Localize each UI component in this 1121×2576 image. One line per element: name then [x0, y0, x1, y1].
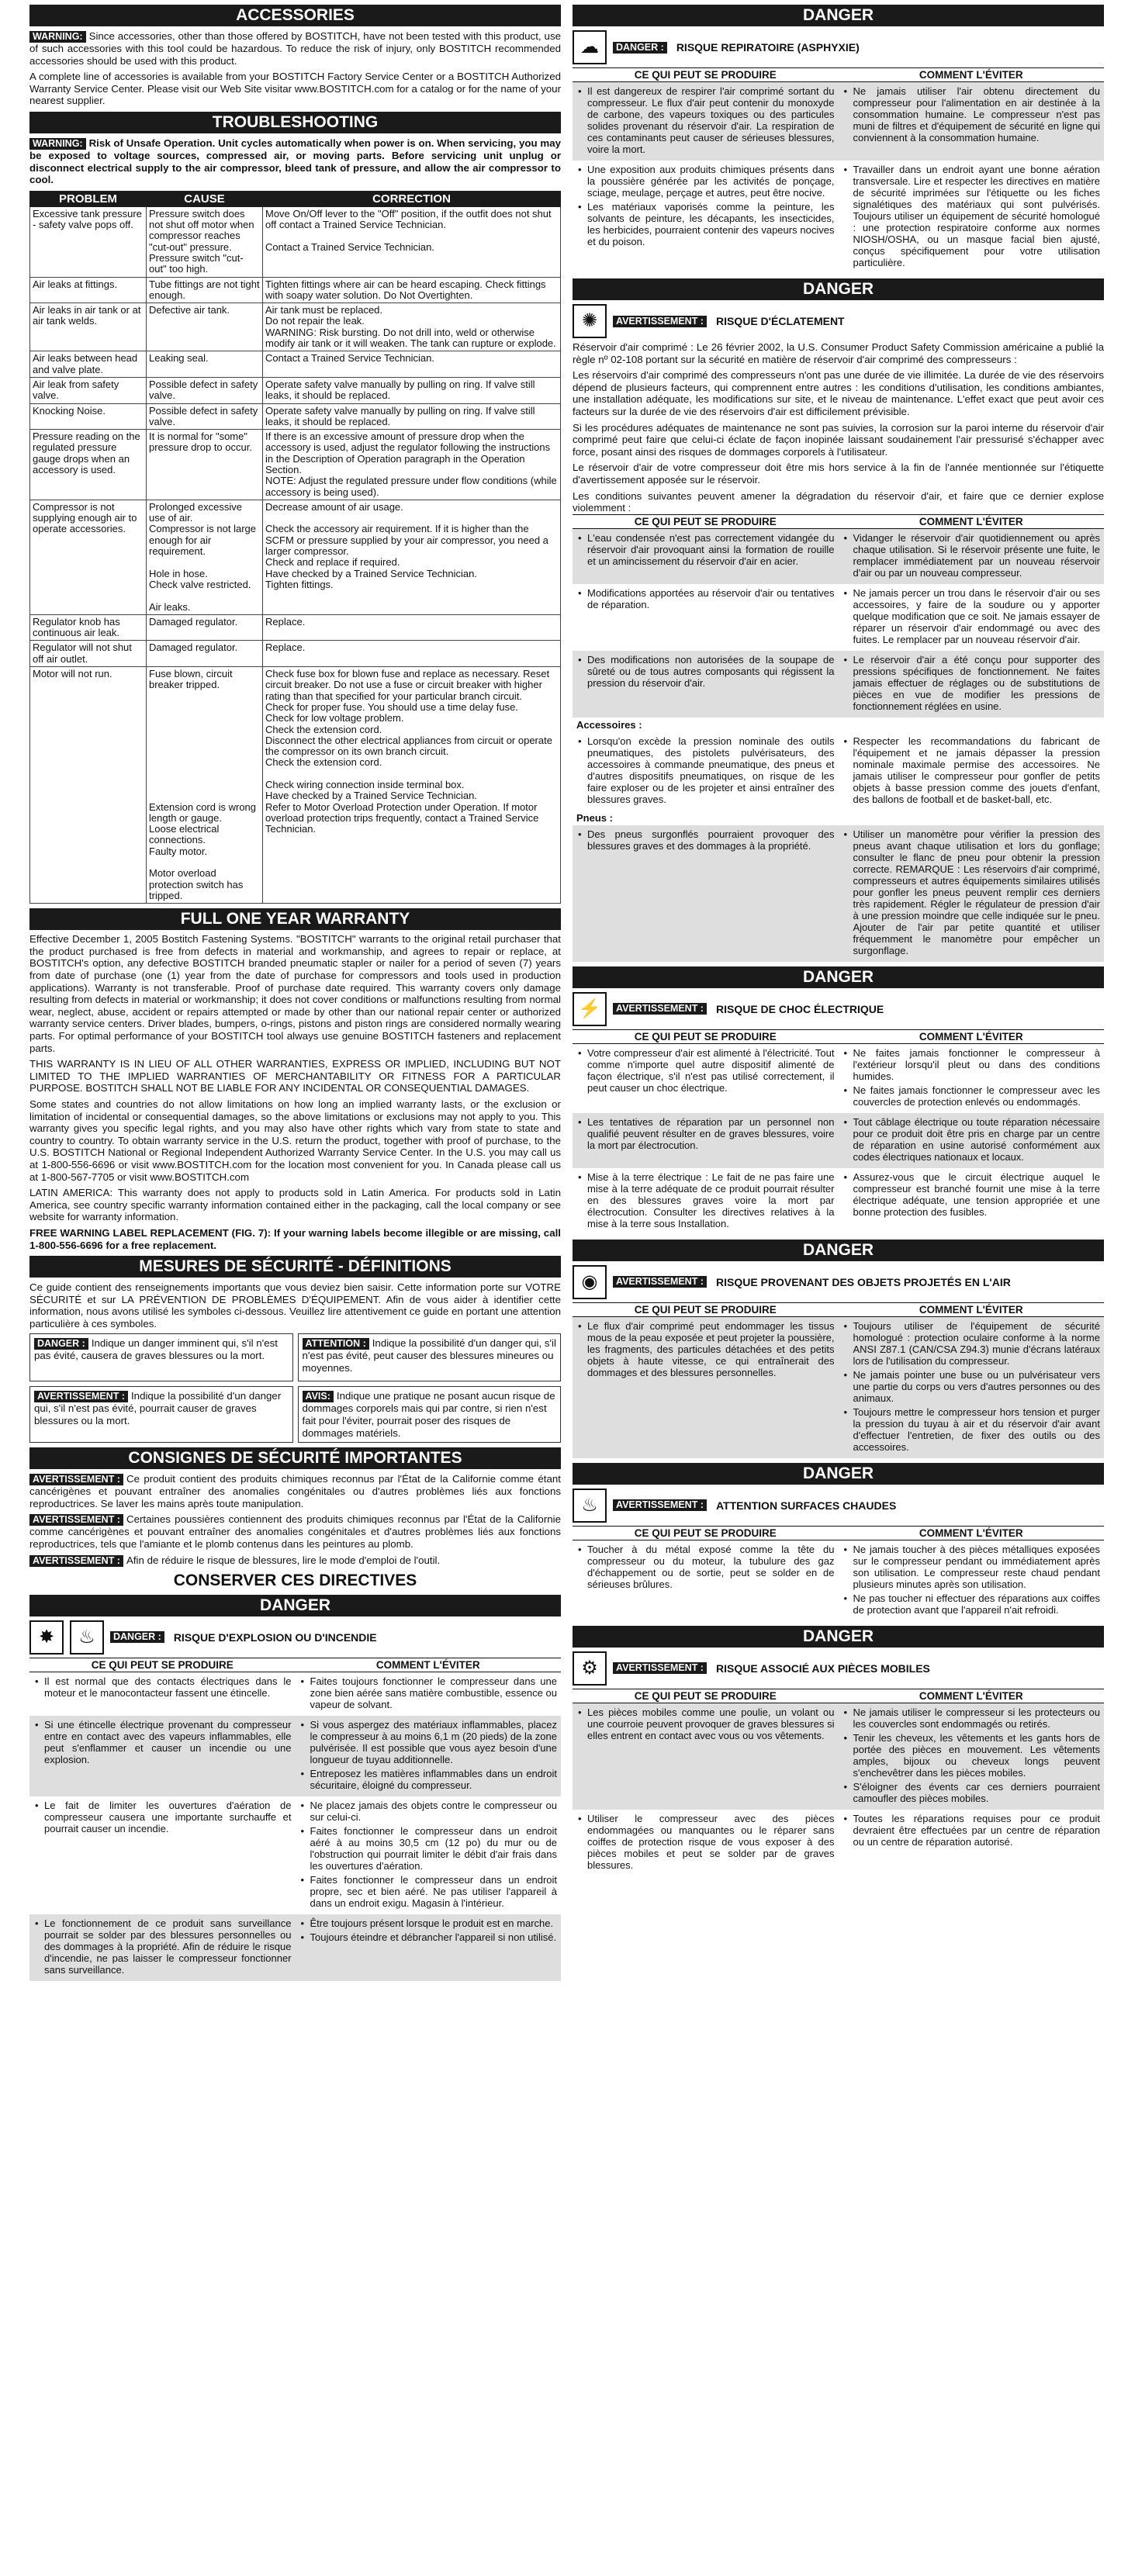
consignes-header: CONSIGNES DE SÉCURITÉ IMPORTANTES — [29, 1447, 561, 1469]
eclatement-p4: Le réservoir d'air de votre compresseur doit être mis hors service à la fin de l'année mentionnée sur l'étiquette d'avertissement apposée sur le réservoir. — [573, 462, 1104, 486]
eclatement-p5: Les conditions suivantes peuvent amener la dégradation du réservoir d'air, et faire que ce dernier explose violemment : — [573, 489, 1104, 514]
danger-header: DANGER — [573, 1626, 1104, 1648]
consignes-p3: AVERTISSEMENT : Afin de réduire le risque de blessures, lire le mode d'emploi de l'outil. — [29, 1554, 561, 1567]
table-row: • Il est normal que des contacts électriques dans le moteur et le manocontacteur fassent une étincelle. • Faites toujours fonctionner le compresseur dans une zone bien aérée sans matière combustible, essence ou vapeur de solvant. — [29, 1672, 561, 1716]
danger-header: DANGER — [573, 966, 1104, 988]
electric-shock-icon: ⚡ — [573, 992, 607, 1026]
table-row: • L'eau condensée n'est pas correctement vidangée du réservoir d'air provoquant ainsi la formation de rouille et un amincissement du réservoir d'air en acier. • Vidanger le réservoir d'air quotidiennement ou après chaque utilisation. Si le réservoir présente une fuite, le remplacer immédiatement par un nouveau réservoir d'air ou par un nouveau compresseur. — [573, 528, 1104, 584]
danger-header: DANGER — [29, 1595, 561, 1616]
hot-surface-icon: ♨ — [573, 1489, 607, 1523]
warranty-p1: Effective December 1, 2005 Bostitch Fastening Systems. "BOSTITCH" warrants to the original retail purchaser that the product purchased is free from defects in material and workmanship, and agrees to repair or replace, at BOSTITCH's option, any defective BOSTITCH branded pneumatic stapler or nailer for a period of seven (7) years from date of purchase (one (1) year from the date of purchase for compressors and tools used in production applications). Warranty is not transferable. Proof of purchase date required. This warranty covers only damage resulting from defects in material or workmanship; it does not cover conditions or malfunctions resulting from normal wear, neglect, abuse, accident or repairs attempted or made by other than our national repair center or authorized warranty service centers. Driver blades, bumpers, o-rings, pistons and piston rings are considered normally wearing parts. For optimal performance of your BOSTITCH tool always use genuine BOSTITCH fasteners and replacement parts. — [29, 933, 561, 1054]
warning-tag: WARNING: — [29, 138, 86, 150]
warning-tag: WARNING: — [29, 31, 86, 43]
danger-header: DANGER — [573, 278, 1104, 300]
explosion-fire-icon: ✸ — [29, 1620, 64, 1655]
table-row: • Les pièces mobiles comme une poulie, un volant ou une courroie peuvent provoquer de graves blessures si elles entrent en contact avec vous ou vos vêtements. • Ne jamais utiliser le compresseur si les protecteurs ou les couvercles sont endommagés ou retirés. • Tenir les cheveux, les vêtements et les gants hors de portée des pièces en mouvement. Les vêtements amples, bijoux ou cheveux longs peuvent s'enchevêtrer dans les pièces mobiles. • S'éloigner des évents car ces derniers pourraient camoufler des pièces mobiles. — [573, 1703, 1104, 1810]
right-column — [573, 0, 1104, 2576]
respiratoire-subheader: ☁ DANGER : RISQUE REPIRATOIRE (ASPHYXIE) — [573, 30, 1104, 64]
mobiles-table: CE QUI PEUT SE PRODUIRE COMMENT L'ÉVITER • Les pièces mobiles comme une poulie, un volant ou une courroie peuvent provoquer de graves blessures si elles entrent en contact avec vous ou vos vêtements. • Ne jamais utiliser le compresseur si les protecteurs ou les couvercles sont endommagés ou retirés. • Tenir les cheveux, les vêtements et les gants hors de portée des pièces en mouvement. Les vêtements amples, bijoux ou cheveux longs peuvent s'enchevêtrer dans les pièces mobiles. • S'éloigner des évents car ces derniers pourraient camoufler des pièces mobiles. • Utiliser le compresseur avec des pièces endommagées ou manquantes ou le réparer sans coiffes de protection risque de vous exposer à des pièces mobiles et peut se solder par de graves blessures. • Toutes les réparations requises pour ce produit devraient être effectuées par un centre de réparation ou un centre de réparation autorisé. — [573, 1689, 1104, 1876]
table-row: • Utiliser le compresseur avec des pièces endommagées ou manquantes ou le réparer sans coiffes de protection risque de vous exposer à des pièces mobiles et peut se solder par de graves blessures. • Toutes les réparations requises pour ce produit devraient être effectuées par un centre de réparation ou un centre de réparation autorisé. — [573, 1810, 1104, 1876]
table-row: • Modifications apportées au réservoir d'air ou tentatives de réparation. • Ne jamais percer un trou dans le réservoir d'air ou ses accessoires, y faire de la soudure ou y apporter quelque modification que ce soit. Ne jamais essayer de réparer un réservoir d'air endommagé ou avec des fuites. Le remplacer par un nouveau réservoir d'air. — [573, 584, 1104, 651]
mobiles-subheader: ⚙ AVERTISSEMENT : RISQUE ASSOCIÉ AUX PIÈCES MOBILES — [573, 1651, 1104, 1686]
chaudes-subheader: ♨ AVERTISSEMENT : ATTENTION SURFACES CHAUDES — [573, 1489, 1104, 1523]
accessories-header: ACCESSORIES — [29, 5, 561, 26]
eclatement-subheader: ✺ AVERTISSEMENT : RISQUE D'ÉCLATEMENT — [573, 304, 1104, 338]
explosion-subheader: ✸ ♨ DANGER : RISQUE D'EXPLOSION OU D'INCENDIE — [29, 1620, 561, 1655]
table-row: • Le fonctionnement de ce produit sans surveillance pourrait se solder par des blessures personnelles ou des dommages à la propriété. Afin de réduire le risque d'incendie, ne pas laisser le compresseur fonctionner sans surveillance. • Être toujours présent lorsque le produit est en marche. • Toujours éteindre et débrancher l'appareil si non utilisé. — [29, 1914, 561, 1981]
mesures-header: MESURES DE SÉCURITÉ - DÉFINITIONS — [29, 1256, 561, 1278]
table-row: Pressure reading on the regulated pressure gauge drops when an accessory is used. It is normal for "some" pressure drop to occur. If there is an excessive amount of pressure drop when the accessory is used, adjust the regulator following the instructions in the Description of Operation paragraph in the Operation Section. NOTE: Adjust the regulated pressure under flow conditions (while accessory is being used). — [30, 430, 561, 500]
table-row: Knocking Noise. Possible defect in safety valve. Operate safety valve manually by pulling on ring. If valve still leaks, it should be replaced. — [30, 403, 561, 430]
definitions-grid — [29, 1333, 561, 1443]
definition-danger: DANGER : Indique un danger imminent qui, s'il n'est pas évité, causera de graves blessures ou la mort. — [29, 1333, 293, 1381]
eclatement-p1: Réservoir d'air comprimé : Le 26 février 2002, la U.S. Consumer Product Safety Commission américaine a publié la règle nº 02-108 portant sur la sécurité en matière de réservoir d'air comprimé des compresseurs : — [573, 341, 1104, 365]
accessories-warning: WARNING: Since accessories, other than those offered by BOSTITCH, have not been tested with this product, use of such accessories with this tool could be hazardous. To reduce the risk of injury, only BOSTITCH recommended accessories should be used with this product. — [29, 30, 561, 67]
table-row: • Une exposition aux produits chimiques présents dans la poussière générée par les activités de ponçage, sciage, meulage, perçage et autres, peut être nocive. • Les matériaux vaporisés comme la peinture, les solvants de peinture, les décapants, les insecticides, les herbicides, pourraient contenir des vapeurs nocives et du poison. • Travailler dans un endroit ayant une bonne aération transversale. Lire et respecter les directives en matière de sécurité imprimées sur l'étiquette ou les fiches signalétiques des matériaux qui sont pulvérisés. Toujours utiliser un équipement de sécurité homologué : une protection respiratoire conforme aux normes NIOSH/OSHA, ou un masque facial bien ajusté, conçus spécifiquement pour votre utilisation particulière. — [573, 161, 1104, 274]
table-row: • Des pneus surgonflés pourraient provoquer des blessures graves et des dommages à la propriété. • Utiliser un manomètre pour vérifier la pression des pneus avant chaque utilisation et lors du gonflage; consulter le flanc de pneu pour obtenir la pression correcte. REMARQUE : Les réservoirs d'air comprimé, compresseurs et autres équipements similaires utilisés pour gonfler les pneus peuvent remplir ces derniers très rapidement. Régler le régulateur de pression d'air à une pression moindre que celle indiquée sur le pneu. Ajouter de l'air par petite quantité et utiliser fréquemment le manomètre pour empêcher un surgonflage. — [573, 825, 1104, 962]
projetes-table: CE QUI PEUT SE PRODUIRE COMMENT L'ÉVITER • Le flux d'air comprimé peut endommager les tissus mous de la peau exposée et peut projeter la poussière, les fragments, des particules détachées et des petits objets à haute vitesse, ce qui entraînerait des dommages et des blessures personnelles. • Toujours utiliser de l'équipement de sécurité homologué : protection oculaire conforme à la norme ANSI Z87.1 (CAN/CSA Z94.3) munie d'écrans latéraux lors de l'utilisation du compresseur. • Ne jamais pointer une buse ou un pulvérisateur vers une partie du corps ou vers d'autres personnes ou des animaux. • Toujours mettre le compresseur hors tension et purger la pression du tuyau à air et du réservoir d'air avant d'effectuer l'entretien, de fixer des outils ou des accessoires. — [573, 1302, 1104, 1458]
definition-avis: AVIS: Indique une pratique ne posant aucun risque de dommages corporels mais qui par contre, si rien n'est fait pour l'éviter, pourrait poser des risques de dommages matériels. — [298, 1386, 562, 1443]
table-row: Excessive tank pressure - safety valve pops off. Pressure switch does not shut off motor when compressor reaches "cut-out" pressure. Pressure switch "cut-out" too high. Move On/Off lever to the "Off" position, if the outfit does not shut off contact a Trained Service Technician. Contact a Trained Service Technician. — [30, 206, 561, 277]
danger-header: DANGER — [573, 5, 1104, 26]
projetes-subheader: ◉ AVERTISSEMENT : RISQUE PROVENANT DES OBJETS PROJETÉS EN L'AIR — [573, 1265, 1104, 1299]
troubleshooting-table — [29, 191, 561, 904]
chaudes-table: CE QUI PEUT SE PRODUIRE COMMENT L'ÉVITER • Toucher à du métal exposé comme la tête du compresseur ou du moteur, la tubulure des gaz d'échappement ou de sortie, peut se solder en de sérieuses brûlures. • Ne jamais toucher à des pièces métalliques exposées sur le compresseur pendant ou immédiatement après son utilisation. Le compresseur reste chaud pendant plusieurs minutes après son utilisation. • Ne pas toucher ni effectuer des réparations aux coiffes de protection avant que l'appareil n'ait refroidi. — [573, 1526, 1104, 1621]
conserver-heading: CONSERVER CES DIRECTIVES — [173, 1571, 417, 1589]
definition-avertissement: AVERTISSEMENT : Indique la possibilité d'un danger qui, s'il n'est pas évité, pourrait causer de graves blessures ou la mort. — [29, 1386, 293, 1443]
eclatement-table: CE QUI PEUT SE PRODUIRE COMMENT L'ÉVITER • L'eau condensée n'est pas correctement vidangée du réservoir d'air provoquant ainsi la formation de rouille et un amincissement du réservoir d'air en acier. • Vidanger le réservoir d'air quotidiennement ou après chaque utilisation. Si le réservoir présente une fuite, le remplacer immédiatement par un nouveau réservoir d'air ou par un nouveau compresseur. • Modifications apportées au réservoir d'air ou tentatives de réparation. • Ne jamais percer un trou dans le réservoir d'air ou ses accessoires, y faire de la soudure ou y apporter quelque modification que ce soit. Ne jamais essayer de réparer un réservoir d'air endommagé ou avec des fuites. Le remplacer par un nouveau réservoir d'air. • Des modifications non autorisées de la soupape de sûreté ou de tous autres composants qui régissent la pression du réservoir d'air. • Le réservoir d'air a été conçu pour supporter des pressions spécifiques de fonctionnement. Ne faites jamais effectuer de réglages ou de substitutions de pièces en vue de modifier les pressions de fonctionnement réglées en usine. Accessoires : • Lorsqu'on excède la pression nominale des outils pneumatiques, des pistolets pulvérisateurs, des accessoires à commande pneumatique, des pneus et d'autres dispositifs pneumatiques, on risque de les faire exploser ou de les projeter et ainsi entraîner des blessures graves. • Respecter les recommandations du fabricant de l'équipement et ne jamais dépasser la pression nominale maximale permise des accessoires. Ne jamais utiliser le compresseur pour gonfler de petits objets à basse pression comme des jouets d'enfant, des ballons de football et de basket-ball, etc. Pneus : • Des pneus surgonflés pourraient provoquer des blessures graves et des dommages à la propriété. • Utiliser un manomètre pour vérifier la pression des pneus avant chaque utilisation et lors du gonflage; consulter le flanc de pneu pour obtenir la pression correcte. REMARQUE : Les réservoirs d'air comprimé, compresseurs et autres équipements similaires utilisés pour gonfler les pneus peuvent remplir ces derniers très rapidement. Régler le régulateur de pression d'air à une pression moindre que celle indiquée sur le pneu. Ajouter de l'air par petite quantité et utiliser fréquemment le manomètre pour empêcher un surgonflage. — [573, 514, 1104, 962]
table-row: • Lorsqu'on excède la pression nominale des outils pneumatiques, des pistolets pulvérisateurs, des accessoires à commande pneumatique, des pneus et d'autres dispositifs pneumatiques, on risque de les faire exploser ou de les projeter et ainsi entraîner des blessures graves. • Respecter les recommandations du fabricant de l'équipement et ne jamais dépasser la pression nominale maximale permise des accessoires. Ne jamais utiliser le compresseur pour gonfler de petits objets à basse pression comme des jouets d'enfant, des ballons de football et de basket-ball, etc. — [573, 732, 1104, 811]
table-row: • Il est dangereux de respirer l'air comprimé sortant du compresseur. Le flux d'air peut contenir du monoxyde de carbone, des vapeurs toxiques ou des particules solides provenant du réservoir d'air. La respiration de ces contaminants peut causer de sérieuses blessures, voire la mort. • Ne jamais utiliser l'air obtenu directement du compresseur pour l'alimentation en air destinée à la consommation humaine. Le compresseur n'est pas muni de filtres et d'équipement de sécurité en ligne qui conviennent à la consommation humaine. — [573, 82, 1104, 161]
eye-protection-icon: ◉ — [573, 1265, 607, 1299]
warranty-latin-america: LATIN AMERICA: This warranty does not apply to products sold in Latin America. For products sold in Latin America, see country specific warranty information contained either in the packaging, call the local company or see website for warranty information. — [29, 1187, 561, 1223]
consignes-p1: AVERTISSEMENT : Ce produit contient des produits chimiques reconnus par l'État de la Californie comme étant cancérigènes et pouvant entraîner des anomalies congénitales ou d'autres problèmes liés aux fonctions reproductrices. Se laver les mains après toute manipulation. — [29, 1473, 561, 1509]
table-section-row: Accessoires : — [576, 718, 642, 731]
danger-header: DANGER — [573, 1240, 1104, 1261]
table-section-row: Pneus : — [576, 811, 613, 824]
table-row: • Votre compresseur d'air est alimenté à l'électricité. Tout comme n'importe quel autre dispositif alimenté de façon électrique, s'il n'est pas utilisé correctement, il peut causer un choc électrique. • Ne faites jamais fonctionner le compresseur à l'extérieur lorsqu'il pleut ou dans des conditions humides. • Ne faites jamais fonctionner le compresseur avec les couvercles de protection enlevés ou endommagés. — [573, 1043, 1104, 1113]
table-row: • Mise à la terre électrique : Le fait de ne pas faire une mise à la terre adéquate de ce produit pourrait résulter en des blessures graves voire la mort par électrocution. Consulter les directives relatives à la mise à la terre sous Installation. • Assurez-vous que le circuit électrique auquel le compresseur est branché fournit une mise à la terre électrique adéquate, une tension appropriée et une bonne protection des fusibles. — [573, 1168, 1104, 1235]
explosion-table: CE QUI PEUT SE PRODUIRE COMMENT L'ÉVITER • Il est normal que des contacts électriques dans le moteur et le manocontacteur fassent une étincelle. • Faites toujours fonctionner le compresseur dans une zone bien aérée sans matière combustible, essence ou vapeur de solvant. • Si une étincelle électrique provenant du compresseur entre en contact avec des vapeurs inflammables, elle peut s'enflammer et causer un incendie ou une explosion. • Si vous aspergez des matériaux inflammables, placez le compresseur à au moins 6,1 m (20 pieds) de la zone pulvérisée. Il est possible que vous ayez besoin d'une longueur de tuyau additionnelle. • Entreposez les matières inflammables dans un endroit sécuritaire, éloigné du compresseur. • Le fait de limiter les ouvertures d'aération de compresseur causera une importante surchauffe et pourrait causer un incendie. • Ne placez jamais des objets contre le compresseur ou sur celui-ci. • Faites fonctionner le compresseur dans un endroit aéré à au moins 30,5 cm (12 po) du mur ou de l'obstruction qui pourrait limiter le débit d'air frais dans les ouvertures d'aération. • Faites fonctionner le compresseur dans un endroit propre, sec et bien aéré. Ne pas utiliser l'appareil à dans un endroit exigu. Magasin à l'intérieur. • Le fonctionnement de ce produit sans surveillance pourrait se solder par des blessures personnelles ou des dommages à la propriété. Afin de réduire le risque d'incendie, ne pas laisser le compresseur fonctionner sans surveillance. • Être toujours présent lorsque le produit est en marche. • Toujours éteindre et débrancher l'appareil si non utilisé. — [29, 1658, 561, 1981]
consignes-p2: AVERTISSEMENT : Certaines poussières contiennent des produits chimiques reconnus par l'État de la Californie comme cancérigènes et pouvant entraîner des anomalies congénitales et d'autres problèmes liés aux fonctions reproductrices, tels que l'amiante et le plomb contenus dans les peintures au plomb. — [29, 1513, 561, 1551]
warranty-label-replacement: FREE WARNING LABEL REPLACEMENT (FIG. 7): If your warning labels become illegible or are missing, call 1-800-556-6696 for a free replacement. — [29, 1226, 561, 1251]
table-row: Regulator knob has continuous air leak. Damaged regulator. Replace. — [30, 614, 561, 641]
mesures-intro: Ce guide contient des renseignements importants que vous deviez bien saisir. Cette information porte sur VOTRE SÉCURITÉ et sur LA PRÉVENTION DE PROBLÈMES D'ÉQUIPEMENT. Afin de vous aider à identifier cette information, nous avons utilisé les symboles ci-dessous. Veuillez lire attentivement ce guide en portant une attention particulière à ces symboles. — [29, 1281, 561, 1329]
warranty-p2: THIS WARRANTY IS IN LIEU OF ALL OTHER WARRANTIES, EXPRESS OR IMPLIED, INCLUDING BUT NOT LIMITED TO THE IMPLIED WARRANTIES OF MERCHANTABILITY OR FITNESS FOR A PARTICULAR PURPOSE. BOSTITCH SHALL NOT BE LIABLE FOR ANY INCIDENTAL OR CONSEQUENTIAL DAMAGES. — [29, 1058, 561, 1094]
col-correction: CORRECTION — [263, 191, 561, 206]
table-row: Air leaks at fittings. Tube fittings are not tight enough. Tighten fittings where air can be heard escaping. Check fittings with soapy water solution. Do Not Overtighten. — [30, 277, 561, 303]
warranty-p3: Some states and countries do not allow limitations on how long an implied warranty lasts, or the exclusion or limitation of incidental or consequential damages, so the above limitations or exclusions may not apply to you. This warranty gives you specific legal rights, and you may also have other rights which vary from state to state and country to country. To obtain warranty service in the U.S. return the product, together with proof of purchase, to the U.S. BOSTITCH National or Regional Independent Authorized Warranty Service Center. In the U.S. you may call us at 1-800-556-6696 or visit www.BOSTITCH.com for the location most convenient for you. In Canada please call us at 1-800-567-7705 or visit www.BOSTITCH.com — [29, 1098, 561, 1183]
table-row: Air leak from safety valve. Possible defect in safety valve. Operate safety valve manually by pulling on ring. If valve still leaks, it should be replaced. — [30, 377, 561, 403]
burst-icon: ✺ — [573, 304, 607, 338]
table-row: • Le fait de limiter les ouvertures d'aération de compresseur causera une importante surchauffe et pourrait causer un incendie. • Ne placez jamais des objets contre le compresseur ou sur celui-ci. • Faites fonctionner le compresseur dans un endroit aéré à au moins 30,5 cm (12 po) du mur ou de l'obstruction qui pourrait limiter le débit d'air frais dans les ouvertures d'aération. • Faites fonctionner le compresseur dans un endroit propre, sec et bien aéré. Ne pas utiliser l'appareil à dans un endroit exigu. Magasin à l'intérieur. — [29, 1796, 561, 1914]
table-row: Compressor is not supplying enough air to operate accessories. Prolonged excessive use of air. Compressor is not large enough for air requirement. Hole in hose. Check valve restricted. Air leaks. Decrease amount of air usage. Check the accessory air requirement. If it is higher than the SCFM or pressure supplied by your air compressor, you need a larger compressor. Check and replace if required. Have checked by a Trained Service Technician. Tighten fittings. — [30, 500, 561, 614]
eclatement-p3: Si les procédures adéquates de maintenance ne sont pas suivies, la corrosion sur la paroi interne du réservoir d'air comprimé peut faire que celui-ci éclate de façon inopinée laissant soudainement l'air pressurisé s'échapper avec force, posant ainsi des risques de dommages corporels à l'utilisateur. — [573, 421, 1104, 458]
moving-parts-icon: ⚙ — [573, 1651, 607, 1686]
troubleshooting-warning: WARNING: Risk of Unsafe Operation. Unit cycles automatically when power is on. When servicing, you may be exposed to voltage sources, compressed air, or moving parts. Before servicing unit unplug or disconnect electrical supply to the air compressor, bleed tank of pressure, and allow the air compressor to cool. — [29, 137, 561, 186]
respiratoire-table: CE QUI PEUT SE PRODUIRE COMMENT L'ÉVITER • Il est dangereux de respirer l'air comprimé sortant du compresseur. Le flux d'air peut contenir du monoxyde de carbone, des vapeurs toxiques ou des particules solides provenant du réservoir d'air. La respiration de ces contaminants peut causer de sérieuses blessures, voire la mort. • Ne jamais utiliser l'air obtenu directement du compresseur pour l'alimentation en air destinée à la consommation humaine. Le compresseur n'est pas muni de filtres et d'équipement de sécurité en ligne qui conviennent à la consommation humaine. • Une exposition aux produits chimiques présents dans la poussière générée par les activités de ponçage, sciage, meulage, perçage et autres, peut être nocive. • Les matériaux vaporisés comme la peinture, les solvants de peinture, les décapants, les insecticides, les herbicides, pourraient contenir des vapeurs nocives et du poison. • Travailler dans un endroit ayant une bonne aération transversale. Lire et respecter les directives en matière de sécurité imprimées sur l'étiquette ou les fiches signalétiques des matériaux qui sont pulvérisés. Toujours utiliser un équipement de sécurité homologué : une protection respiratoire conforme aux normes NIOSH/OSHA, ou un masque facial bien ajusté, conçus spécifiquement pour votre utilisation particulière. — [573, 67, 1104, 274]
table-row: • Les tentatives de réparation par un personnel non qualifié peuvent résulter en de graves blessures, voire la mort par électrocution. • Tout câblage électrique ou toute réparation nécessaire pour ce produit doit être pris en charge par un centre de réparation en usine autorisé conformément aux codes électriques nationaux et locaux. — [573, 1113, 1104, 1168]
table-row: • Toucher à du métal exposé comme la tête du compresseur ou du moteur, la tubulure des gaz d'échappement ou de sortie, peut se solder en de sérieuses brûlures. • Ne jamais toucher à des pièces métalliques exposées sur le compresseur pendant ou immédiatement après son utilisation. Le compresseur reste chaud pendant plusieurs minutes après son utilisation. • Ne pas toucher ni effectuer des réparations aux coiffes de protection avant que l'appareil n'ait refroidi. — [573, 1540, 1104, 1621]
table-row: Air leaks between head and valve plate. Leaking seal. Contact a Trained Service Technician. — [30, 351, 561, 378]
table-row: Air leaks in air tank or at air tank welds. Defective air tank. Air tank must be replaced. Do not repair the leak. WARNING: Risk bursting. Do not drill into, weld or otherwise modify air tank or it will weaken. The tank can rupture or explode. — [30, 303, 561, 351]
warranty-header: FULL ONE YEAR WARRANTY — [29, 908, 561, 930]
troubleshooting-header: TROUBLESHOOTING — [29, 112, 561, 133]
table-row: • Des modifications non autorisées de la soupape de sûreté ou de tous autres composants qui régissent la pression du réservoir d'air. • Le réservoir d'air a été conçu pour supporter des pressions spécifiques de fonctionnement. Ne faites jamais effectuer de réglages ou de substitutions de pièces en vue de modifier les pressions de fonctionnement réglées en usine. — [573, 651, 1104, 717]
accessories-paragraph: A complete line of accessories is available from your BOSTITCH Factory Service Center or a BOSTITCH Authorized Warranty Service Center. Please visit our Web Site visitar www.BOSTITCH.com for a catalog or for the name of your nearest supplier. — [29, 71, 561, 107]
fire-icon: ♨ — [70, 1620, 104, 1655]
table-row: • Le flux d'air comprimé peut endommager les tissus mous de la peau exposée et peut projeter la poussière, les fragments, des particules détachées et des petits objets à haute vitesse, ce qui entraînerait des dommages et des blessures personnelles. • Toujours utiliser de l'équipement de sécurité homologué : protection oculaire conforme à la norme ANSI Z87.1 (CAN/CSA Z94.3) munie d'écrans latéraux lors de l'utilisation du compresseur. • Ne jamais pointer une buse ou un pulvérisateur vers une partie du corps ou vers d'autres personnes ou des animaux. • Toujours mettre le compresseur hors tension et purger la pression du tuyau à air et du réservoir d'air avant d'effectuer l'entretien, de fixer des outils ou des accessoires. — [573, 1316, 1104, 1458]
col-problem: PROBLEM — [30, 191, 147, 206]
table-row: Motor will not run. Fuse blown, circuit breaker tripped. Extension cord is wrong length or gauge. Loose electrical connections. Faulty motor. Motor overload protection switch has tripped. Check fuse box for blown fuse and replace as necessary. Reset circuit breaker. Do not use a fuse or circuit breaker with higher rating than that specified for your particular branch circuit. Check for proper fuse. You should use a time delay fuse. Check for low voltage problem. Check the extension cord. Disconnect the other electrical appliances from circuit or operate the compressor on its own branch circuit. Check the extension cord. Check wiring connection inside terminal box. Have checked by a Trained Service Technician. Refer to Motor Overload Protection under Operation. If motor overload protection trips frequently, contact a Trained Service Technician. — [30, 667, 561, 904]
eclatement-p2: Les réservoirs d'air comprimé des compresseurs n'ont pas une durée de vie illimitée. La durée de vie des réservoirs dépend de plusieurs facteurs, qui comprennent entre autres : les conditions d'utilisation, les conditions ambiantes, une installation adéquate, les modifications sur site, et le niveau de maintenance. L'effet exact que peut avoir ces facteurs sur la durée de vie des réservoirs d'air est difficilement prévisible. — [573, 369, 1104, 417]
table-row: • Si une étincelle électrique provenant du compresseur entre en contact avec des vapeurs inflammables, elle peut s'enflammer et causer un incendie ou une explosion. • Si vous aspergez des matériaux inflammables, placez le compresseur à au moins 6,1 m (20 pieds) de la zone pulvérisée. Il est possible que vous ayez besoin d'une longueur de tuyau additionnelle. • Entreposez les matières inflammables dans un endroit sécuritaire, éloigné du compresseur. — [29, 1716, 561, 1796]
table-row: Regulator will not shut off air outlet. Damaged regulator. Replace. — [30, 641, 561, 667]
left-column — [29, 0, 561, 2576]
definition-attention: ATTENTION : Indique la possibilité d'un danger qui, s'il n'est pas évité, peut causer des blessures mineures ou moyennes. — [298, 1333, 562, 1381]
respirator-icon: ☁ — [573, 30, 607, 64]
col-cause: CAUSE — [147, 191, 263, 206]
choc-subheader: ⚡ AVERTISSEMENT : RISQUE DE CHOC ÉLECTRIQUE — [573, 992, 1104, 1026]
danger-header: DANGER — [573, 1463, 1104, 1485]
choc-table: CE QUI PEUT SE PRODUIRE COMMENT L'ÉVITER • Votre compresseur d'air est alimenté à l'électricité. Tout comme n'importe quel autre dispositif alimenté de façon électrique, s'il n'est pas utilisé correctement, il peut causer un choc électrique. • Ne faites jamais fonctionner le compresseur à l'extérieur lorsqu'il pleut ou dans des conditions humides. • Ne faites jamais fonctionner le compresseur avec les couvercles de protection enlevés ou endommagés. • Les tentatives de réparation par un personnel non qualifié peuvent résulter en de graves blessures, voire la mort par électrocution. • Tout câblage électrique ou toute réparation nécessaire pour ce produit doit être pris en charge par un centre de réparation en usine autorisé conformément aux codes électriques nationaux et locaux. • Mise à la terre électrique : Le fait de ne pas faire une mise à la terre adéquate de ce produit pourrait résulter en des blessures graves voire la mort par électrocution. Consulter les directives relatives à la mise à la terre sous Installation. • Assurez-vous que le circuit électrique auquel le compresseur est branché fournit une mise à la terre électrique adéquate, une tension appropriée et une bonne protection des fusibles. — [573, 1029, 1104, 1235]
